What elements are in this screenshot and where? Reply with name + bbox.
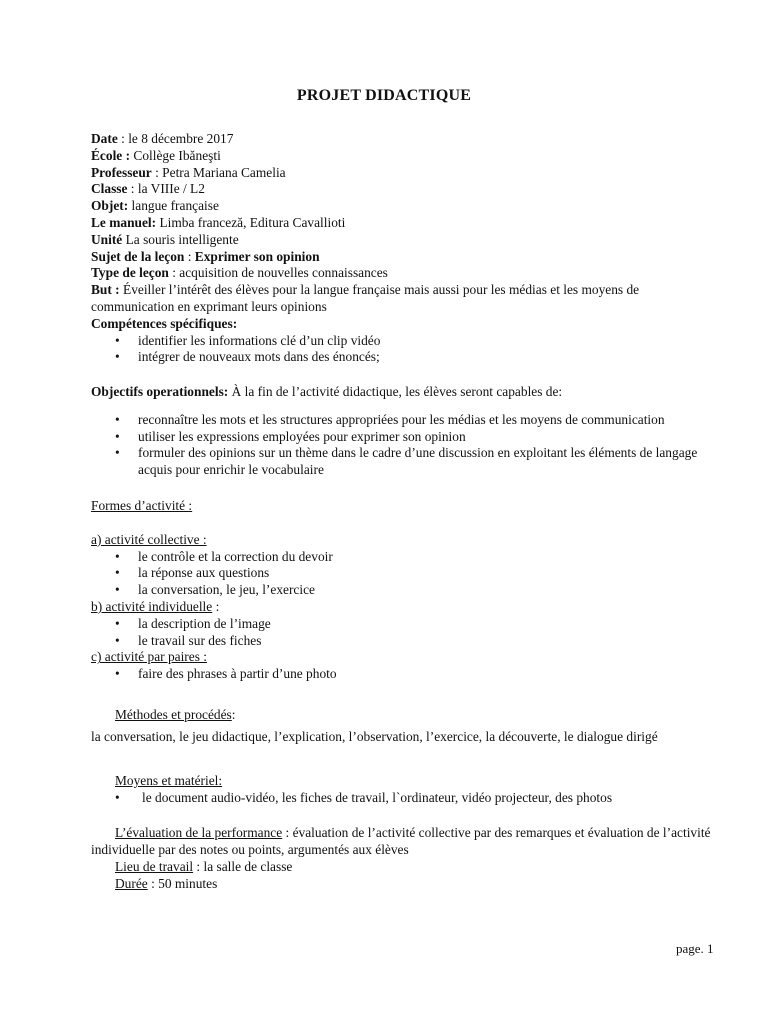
list-item: • formuler des opinions sur un thème dans le cadre d’une discussion en exploitant les éléments de langage acquis pour enrichir le vocabulaire [91,445,721,479]
formes-heading: Formes d’activité : [91,498,193,513]
list-item: • la conversation, le jeu, l’exercice [91,582,721,599]
list-item: • le document audio-vidéo, les fiches de travail, l`ordinateur, vidéo projecteur, des photos [91,790,721,807]
lieu-row: Lieu de travail : la salle de classe [115,859,293,874]
formes-a-list [91,549,721,599]
list-item: • intégrer de nouveaux mots dans des énoncés; [91,349,721,366]
duree-row: Durée : 50 minutes [115,876,218,891]
info-teacher: Professeur : Petra Mariana Camelia [91,164,286,180]
formes-c-list [91,666,721,683]
objectifs-section [91,384,721,479]
moyens-heading: Moyens et matériel: [115,773,223,788]
info-school: École : Collège Ibăneşti [91,147,221,163]
lesson-info [91,131,721,366]
info-date: Date : le 8 décembre 2017 [91,131,234,146]
list-item: • identifier les informations clé d’un clip vidéo [91,333,721,350]
list-item: • la réponse aux questions [91,565,721,582]
list-item: • faire des phrases à partir d’une photo [91,666,721,683]
list-item: • reconnaître les mots et les structures appropriées pour les médias et les moyens de communication [91,412,721,429]
competences-list [91,333,721,367]
list-item: • utiliser les expressions employées pour exprimer son opinion [91,429,721,446]
objectifs-list [91,412,721,479]
formes-section [91,498,721,683]
info-lesson-type: Type de leçon : acquisition de nouvelles connaissances [91,265,388,281]
formes-b-label: b) activité individuelle : [91,598,220,614]
formes-a-label: a) activité collective : [91,531,207,547]
info-unit: Unité La souris intelligente [91,231,239,247]
moyens-list [91,790,721,807]
methodes-section [91,707,721,749]
list-item: • le travail sur des fiches [91,633,721,650]
page-number: page. 1 [676,941,714,956]
info-class: Classe : la VIIIe / L2 [91,181,205,197]
list-item: • la description de l’image [91,616,721,633]
evaluation-section: L’évaluation de la performance : évaluation de l’activité collective par des remarques et évaluation de l’activité individuelle par des notes ou points, argumentés aux élèves [91,825,711,857]
methodes-text: la conversation, le jeu didactique, l’explication, l’observation, l’exercice, la découverte, le dialogue dirigé [91,728,658,744]
moyens-section [91,773,721,807]
document-title: PROJET DIDACTIQUE [296,87,472,104]
info-manual: Le manuel: Limba franceză, Editura Cavallioti [91,214,346,230]
list-item: • le contrôle et la correction du devoir [91,549,721,566]
info-goal: But : Éveiller l’intérêt des élèves pour la langue française mais aussi pour les médias et les moyens de communication en exprimant leurs opinions [91,282,640,314]
competences-heading: Compétences spécifiques: [91,315,238,331]
methodes-heading: Méthodes et procédés: [115,707,236,722]
formes-c-label: c) activité par paires : [91,649,207,665]
info-subject: Objet: langue française [91,198,219,214]
info-lesson-topic: Sujet de la leçon : Exprimer son opinion [91,248,320,264]
objectifs-heading: Objectifs operationnels: À la fin de l’activité didactique, les élèves seront capables de: [91,384,563,399]
formes-b-list [91,616,721,650]
